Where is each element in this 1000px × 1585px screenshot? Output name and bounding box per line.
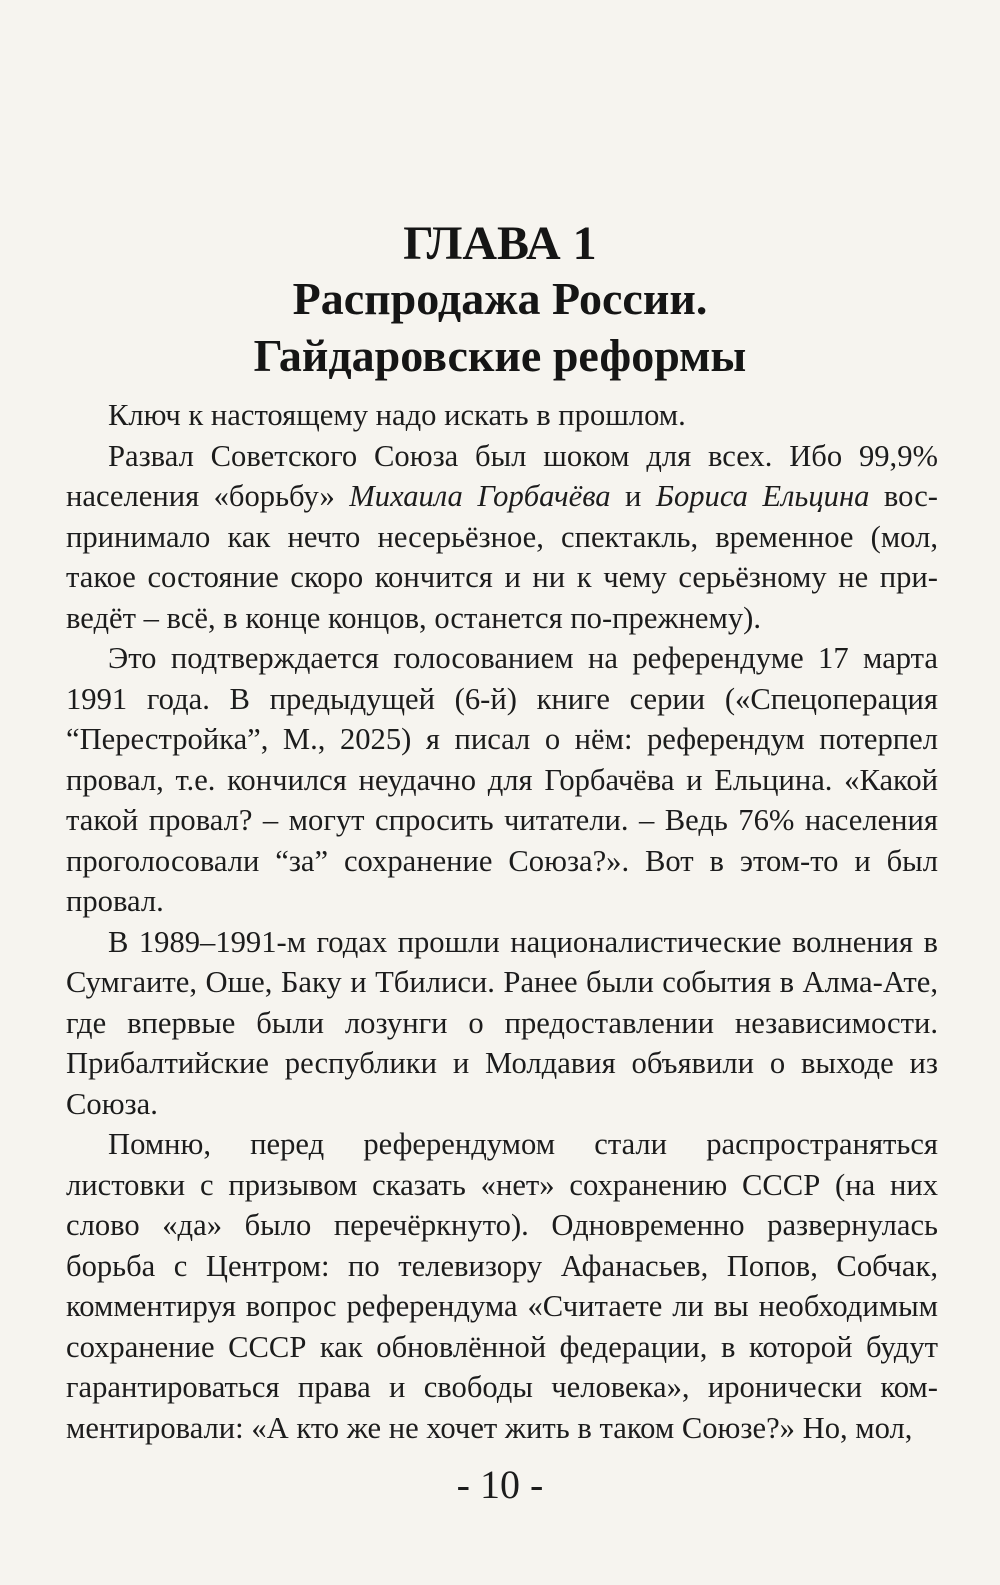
chapter-title-line-1: Распродажа России.: [292, 273, 708, 324]
paragraph-3: Это подтверждается голосованием на референдуме 17 марта 1991 года. В предыдущей (6-й) книге серии («Спецоперация “Перестройка”, М., 2025) я писал о нём: референдум потерпел провал, т.е. кончился неудачно для Горбачёва и Ельцина. «Какой такой провал? – могут спросить читатели. – Ведь 76% населения проголосовали “за” сохранение Союза?». Вот в этом-то и был провал.: [66, 641, 938, 918]
paragraph-2-text-a: Развал Советского Союза был шоком для всех. Ибо 99,9% населения «борьбу»: [66, 438, 938, 513]
person-name-gorbachev: Михаила Горбачёва: [349, 479, 611, 513]
chapter-number: ГЛАВА 1: [403, 217, 597, 270]
paragraph-4: В 1989–1991-м годах прошли националистические волнения в Сумгаите, Оше, Баку и Тбилиси. Ранее были события в Алма-Ате, где впервые были лозунги о предоставлении независимости. Прибалтийские республики и Молдавия объявили о выходе из Союза.: [66, 924, 938, 1121]
page-number: - 10 -: [456, 1462, 544, 1507]
body-text: [66, 395, 938, 1448]
paragraph-2-text-c: воспринимало как нечто несерьёзное, спектакль, временное (мол, такое состояние скоро кончится и ни к чему серьёзному не приведёт – всё, в конце концов, останется по-прежнему).: [66, 479, 938, 635]
paragraph-1: Ключ к настоящему надо искать в прошлом.: [108, 398, 686, 432]
person-name-yeltsin: Бориса Ельцина: [655, 479, 870, 513]
paragraph-2: [66, 436, 938, 639]
paragraph-5: Помню, перед референдумом стали распространяться листовки с призывом сказать «нет» сохранению СССР (на них слово «да» было перечёркнуто). Одновременно развернулась борьба с Центром: по телевизору Афанасьев, Попов, Собчак, комментируя вопрос референдума «Считаете ли вы необходимым сохранение СССР как обновлённой федерации, в которой будут гарантироваться права и свободы человека», иронически комментировали: «А кто же не хочет жить в таком Союзе?» Но, мол,: [66, 1127, 938, 1445]
chapter-title-line-2: Гайдаровские реформы: [253, 330, 747, 381]
paragraph-2-text-b: и: [610, 479, 656, 513]
